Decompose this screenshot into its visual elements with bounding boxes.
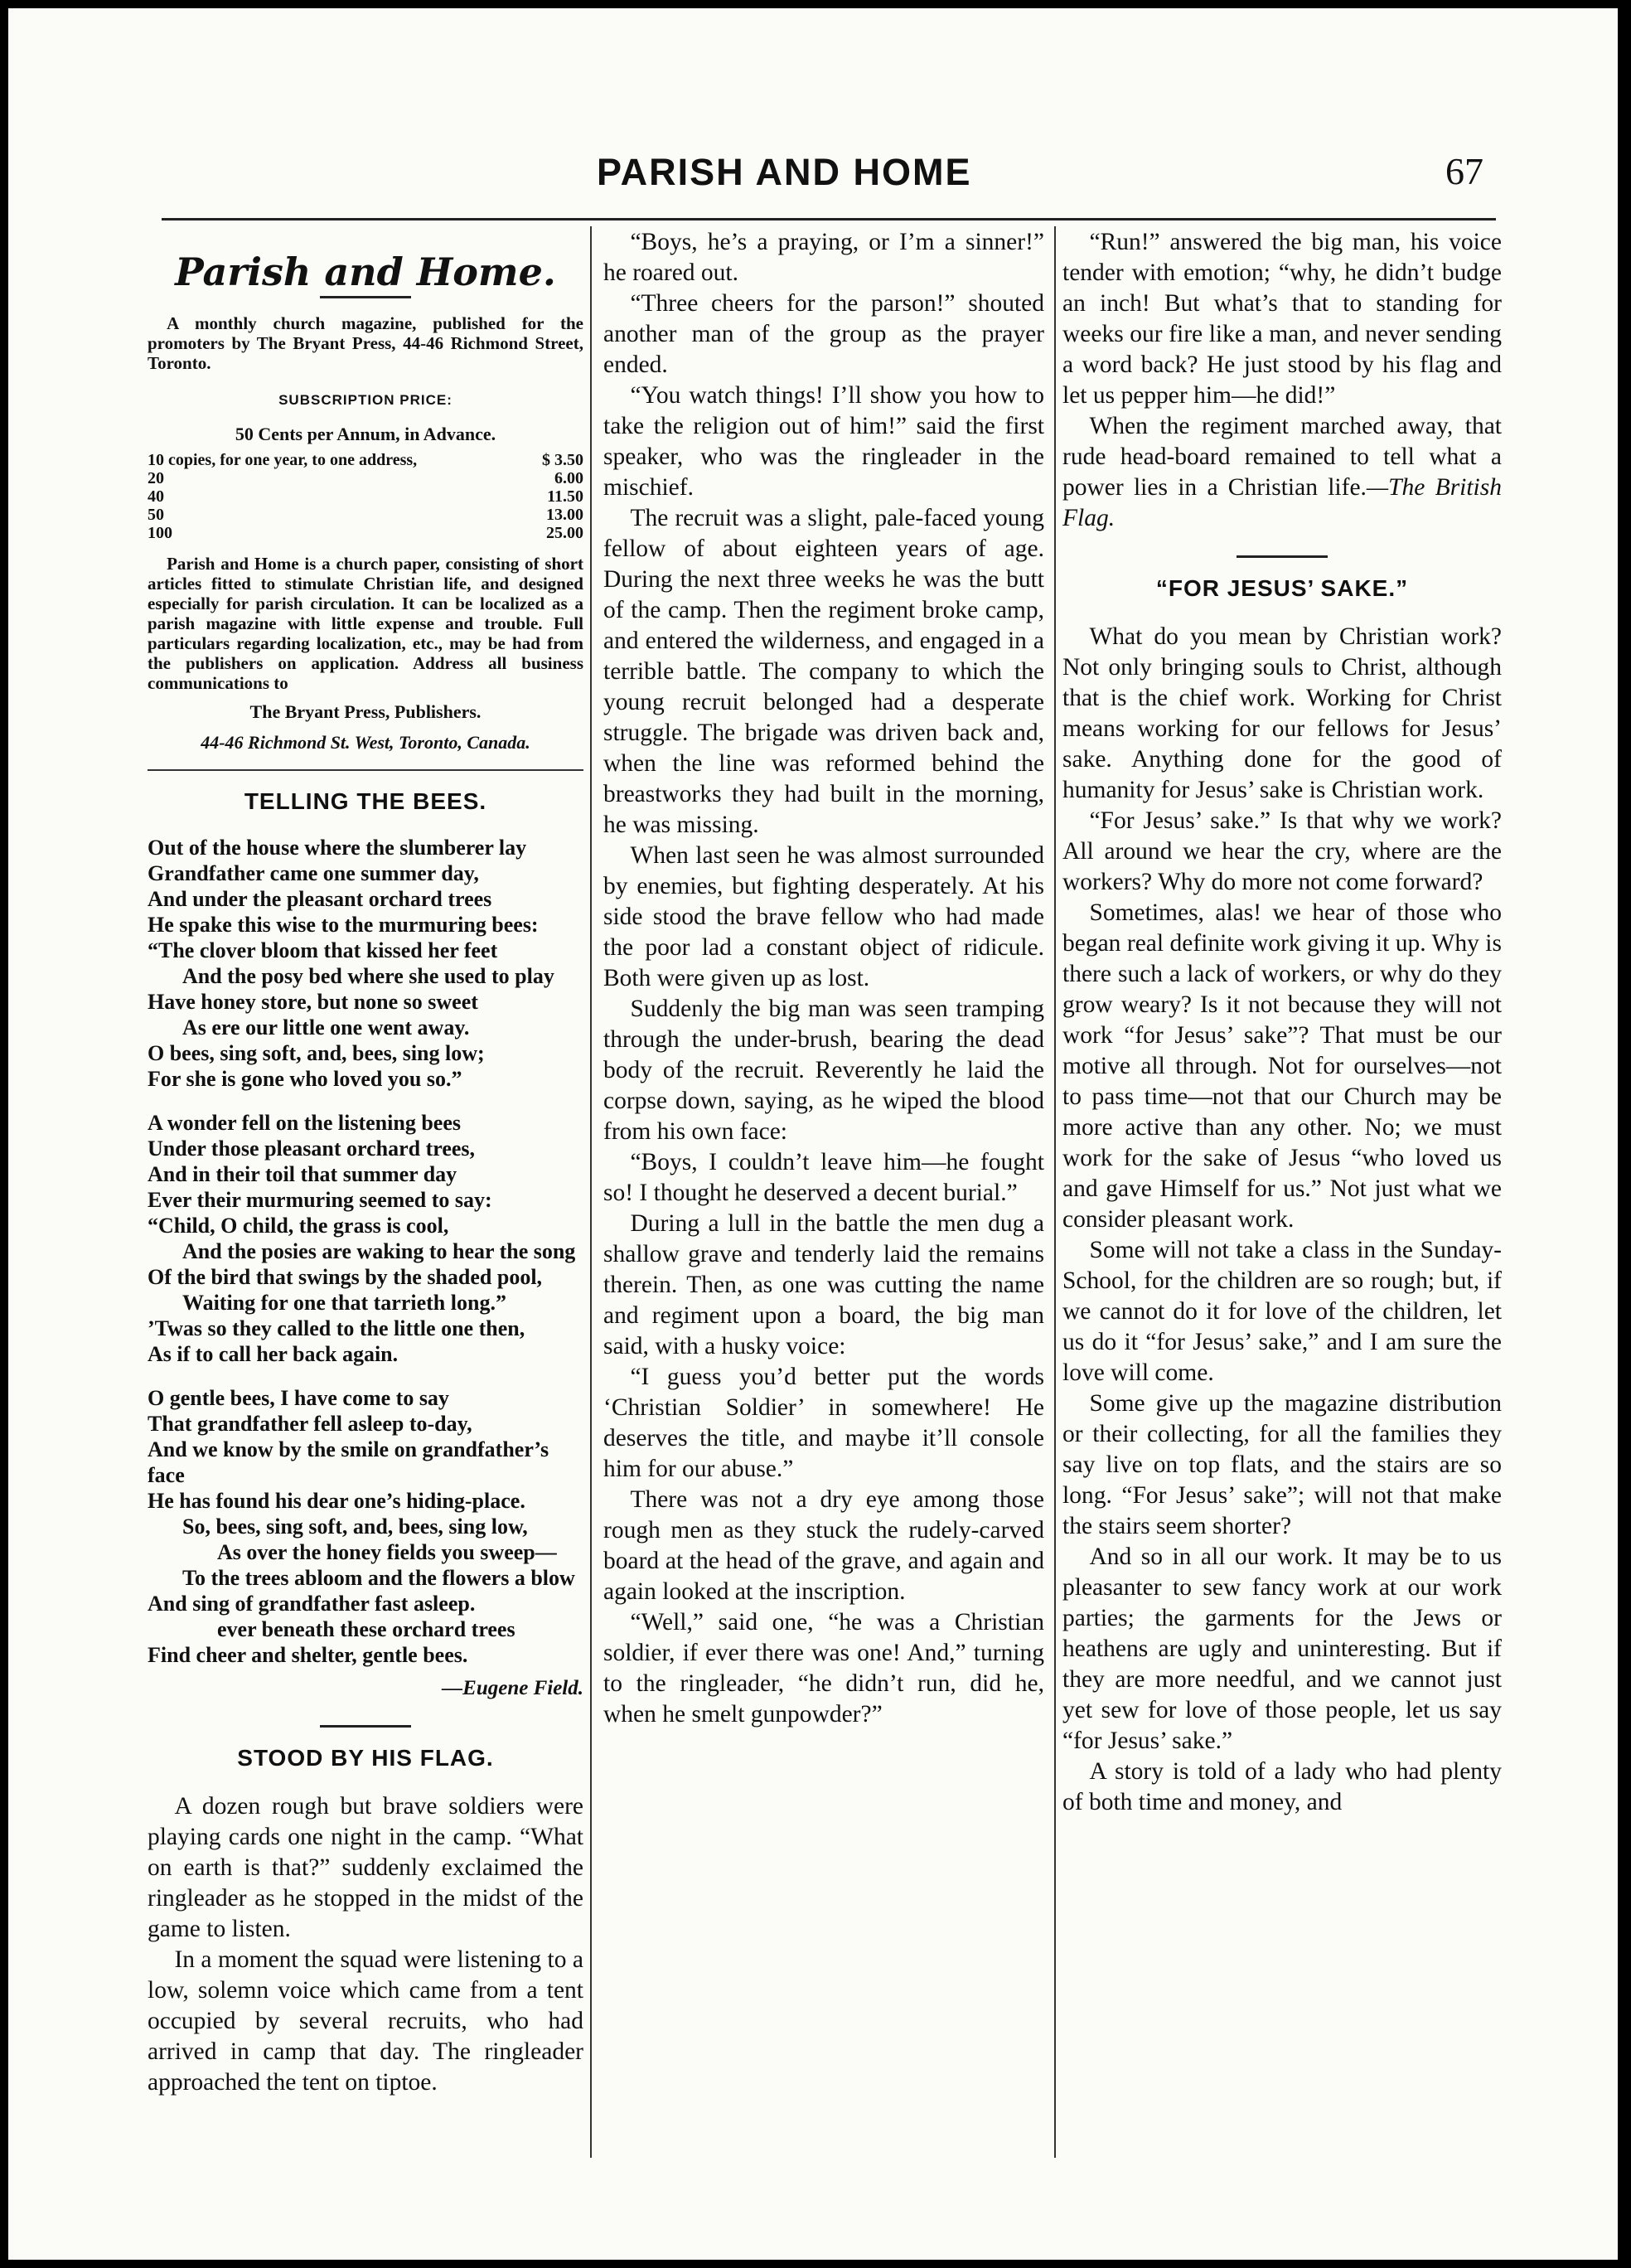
poem-line: Of the bird that swings by the shaded pool, bbox=[148, 1265, 543, 1289]
header-rule bbox=[162, 218, 1496, 220]
paragraph: When last seen he was almost surrounded by enemies, but fighting desperately. At his side stood the brave fellow who had made the poor lad a constant object of ridicule. Both were given up as lost. bbox=[603, 842, 1044, 991]
divider bbox=[320, 1725, 411, 1728]
publisher-name: The Bryant Press, Publishers. bbox=[249, 701, 482, 722]
paragraph: And so in all our work. It may be to us pleasanter to sew fancy work at our work parties; the garments for the Jews or heathens are ugly and uninteresting. But if they are more needful, and we cannot just yet sew for love of those people, let us say “for Jesus’ sake.” bbox=[1062, 1544, 1502, 1754]
poem-line: ’Twas so they called to the little one then, bbox=[148, 1316, 525, 1340]
paragraph: The recruit was a slight, pale-faced young fellow of about eighteen years of age. During the next three weeks he was the butt of the camp. Then the regiment broke camp, and entered the wilderness, and engaged in a terrible battle. The company to which the young recruit belonged had a desperate struggle. The brigade was driven back and, when the line was reformed behind the breastworks they had built in the morning, he was missing. bbox=[603, 505, 1044, 838]
rate-row: 10 copies, for one year, to one address, $ 3.50 bbox=[148, 451, 583, 469]
paragraph: “Well,” said one, “he was a Christian soldier, if ever there was one! And,” turning to the ringleader, “he didn’t run, did he, when he smelt gunpowder?” bbox=[603, 1609, 1044, 1728]
poem-line: Waiting for one that tarrieth long.” bbox=[182, 1291, 506, 1315]
poem bbox=[148, 835, 583, 1668]
paragraph: What do you mean by Christian work? Not only bringing souls to Christ, although that is the chief work. Working for Christ means working for our fellows for Jesus’ sake. Anything done for the good of humanity for Jesus’ sake is Christian work. bbox=[1062, 623, 1502, 803]
divider bbox=[320, 296, 411, 298]
poem-line: To the trees abloom and the flowers a blow bbox=[182, 1566, 575, 1590]
article-title: “FOR JESUS’ SAKE.” bbox=[1155, 575, 1409, 601]
poem-line: He spake this wise to the murmuring bees: bbox=[148, 913, 539, 937]
poem-line: ever beneath these orchard trees bbox=[217, 1617, 515, 1641]
paragraph: A dozen rough but brave soldiers were playing cards one night in the camp. “What on earth is that?” suddenly exclaimed the ringleader as he stopped in the midst of the game to listen. bbox=[148, 1793, 583, 1942]
masthead-description: Parish and Home is a church paper, consisting of short articles fitted to stimulate Christian life, and designed especially for parish circulation. It can be localized as a parish magazine with little expense and trouble. Full particulars regarding localization, etc., may be had from the publishers on application. Address all business communications to bbox=[148, 554, 583, 693]
column-left bbox=[148, 227, 583, 2098]
paragraph: “Run!” answered the big man, his voice tender with emotion; “why, he didn’t budge an inch! But what’s that to standing for weeks our fire like a man, and never sending a word back? He just stood by his flag and let us pepper him—he did!” bbox=[1062, 229, 1502, 409]
poem-line: And under the pleasant orchard trees bbox=[148, 887, 492, 911]
poem-line: “Child, O child, the grass is cool, bbox=[148, 1214, 449, 1238]
paragraph: Some will not take a class in the Sunday-School, for the children are so rough; but, if we cannot do it for love of the children, let us do it “for Jesus’ sake,” and I am sure the love will come. bbox=[1062, 1237, 1502, 1386]
paragraph: “I guess you’d better put the words ‘Christian Soldier’ in somewhere! He deserves the title, and maybe it’ll console him for our abuse.” bbox=[603, 1364, 1044, 1482]
rate-row: 100 25.00 bbox=[148, 524, 583, 542]
subscription-price: 50 Cents per Annum, in Advance. bbox=[235, 424, 496, 444]
subscription-heading: SUBSCRIPTION PRICE: bbox=[278, 392, 453, 408]
poem-line: And the posies are waking to hear the song bbox=[182, 1239, 576, 1263]
publisher-address: 44-46 Richmond St. West, Toronto, Canada. bbox=[201, 732, 530, 753]
paragraph: “You watch things! I’ll show you how to take the religion out of him!” said the first speaker, who was the ringleader in the mischief. bbox=[603, 382, 1044, 501]
column-divider bbox=[1054, 226, 1056, 2158]
rate-row: 40 11.50 bbox=[148, 487, 583, 506]
divider bbox=[1237, 555, 1328, 558]
rate-row: 50 13.00 bbox=[148, 506, 583, 524]
poem-line: As over the honey fields you sweep— bbox=[217, 1540, 557, 1564]
paragraph: Some give up the magazine distribution or their collecting, for all the families they say live on top flats, and the stairs are so long. “For Jesus’ sake”; will not that make the stairs seem shorter? bbox=[1062, 1390, 1502, 1539]
poem-line: He has found his dear one’s hiding-place. bbox=[148, 1489, 525, 1513]
paragraph: Sometimes, alas! we hear of those who began real definite work giving it up. Why is there such a lack of workers, or why do they grow weary? Is it not because they will not work “for Jesus’ sake”? That must be our motive all through. Not for ourselves—not to pass time—not that our Church may be more active than any other. No; we must work for the sake of Jesus “who loved us and gave Himself for us.” Not just what we consider pleasant work. bbox=[1062, 899, 1502, 1233]
paragraph: When the regiment marched away, that rude head-board remained to tell what a power lies in a Christian life.—The British Flag. bbox=[1062, 413, 1502, 531]
running-header: PARISH AND HOME bbox=[597, 151, 972, 193]
poem-line: As if to call her back again. bbox=[148, 1342, 399, 1366]
paragraph: “Boys, he’s a praying, or I’m a sinner!” he roared out. bbox=[603, 229, 1044, 286]
poem-line: O gentle bees, I have come to say bbox=[148, 1386, 449, 1410]
page-number: 67 bbox=[1445, 150, 1483, 192]
poem-line: Grandfather came one summer day, bbox=[148, 861, 479, 885]
paragraph: Suddenly the big man was seen tramping through the under-brush, bearing the dead body of the recruit. Reverently he laid the corpse down, saying, as he wiped the blood from his own face: bbox=[603, 996, 1044, 1145]
poem-line: And we know by the smile on grandfather’s face bbox=[148, 1437, 549, 1487]
poem-line: That grandfather fell asleep to-day, bbox=[148, 1412, 472, 1436]
masthead-title: Parish and Home. bbox=[175, 250, 556, 294]
paragraph: “Three cheers for the parson!” shouted another man of the group as the prayer ended. bbox=[603, 290, 1044, 378]
rates-table bbox=[148, 451, 583, 542]
paragraph: “Boys, I couldn’t leave him—he fought so! I thought he deserved a decent burial.” bbox=[603, 1149, 1044, 1206]
poem-line: “The clover bloom that kissed her feet bbox=[148, 938, 498, 962]
paragraph: In a moment the squad were listening to a low, solemn voice which came from a tent occupied by several recruits, who had arrived in camp that day. The ringleader approached the tent on tiptoe. bbox=[148, 1946, 583, 2096]
divider bbox=[148, 769, 583, 771]
poem-line: For she is gone who loved you so.” bbox=[148, 1067, 462, 1091]
poem-title: TELLING THE BEES. bbox=[244, 788, 487, 814]
paragraph: “For Jesus’ sake.” Is that why we work? All around we hear the cry, where are the workers? Why do more not come forward? bbox=[1062, 807, 1502, 895]
paragraph: A story is told of a lady who had plenty of both time and money, and bbox=[1062, 1758, 1502, 1815]
poem-line: And in their toil that summer day bbox=[148, 1162, 457, 1186]
poem-line: Under those pleasant orchard trees, bbox=[148, 1136, 476, 1161]
poem-line: As ere our little one went away. bbox=[182, 1015, 470, 1040]
masthead-intro: A monthly church magazine, published for the promoters by The Bryant Press, 44-46 Richmond Street, Toronto. bbox=[148, 313, 583, 373]
rate-row: 20 6.00 bbox=[148, 469, 583, 487]
source-citation: —The British Flag. bbox=[1062, 474, 1502, 531]
paragraph: There was not a dry eye among those rough men as they stuck the rudely-carved board at the head of the grave, and again and again looked at the inscription. bbox=[603, 1486, 1044, 1605]
poem-line: Have honey store, but none so sweet bbox=[148, 990, 478, 1014]
article-title: STOOD BY HIS FLAG. bbox=[237, 1745, 494, 1771]
column-right bbox=[1062, 227, 1502, 1818]
poem-line: And sing of grandfather fast asleep. bbox=[148, 1592, 476, 1616]
page bbox=[8, 8, 1618, 2260]
column-divider bbox=[590, 226, 592, 2158]
poem-attribution: —Eugene Field. bbox=[442, 1677, 583, 1699]
poem-line: A wonder fell on the listening bees bbox=[148, 1111, 461, 1135]
poem-line: So, bees, sing soft, and, bees, sing low, bbox=[182, 1514, 528, 1539]
poem-line: And the posy bed where she used to play bbox=[182, 964, 554, 988]
poem-line: Ever their murmuring seemed to say: bbox=[148, 1188, 492, 1212]
column-middle bbox=[603, 227, 1044, 1730]
paragraph: During a lull in the battle the men dug a shallow grave and tenderly laid the remains therein. Then, as one was cutting the name and regiment upon a board, the big man said, with a husky voice: bbox=[603, 1210, 1044, 1359]
poem-line: Out of the house where the slumberer lay bbox=[148, 836, 527, 860]
poem-line: O bees, sing soft, and, bees, sing low; bbox=[148, 1041, 485, 1065]
poem-line: Find cheer and shelter, gentle bees. bbox=[148, 1643, 468, 1667]
